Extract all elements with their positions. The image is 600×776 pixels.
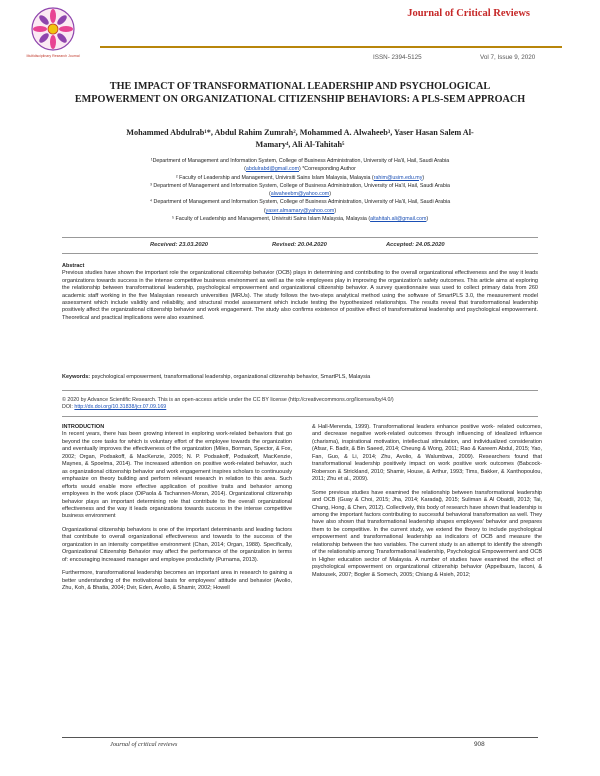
- issn: ISSN- 2394-5125: [373, 54, 422, 61]
- body-column-right: [312, 424, 542, 585]
- affiliation-line: ² Faculty of Leadership and Management, Univirsiti Sains Islam Malaysia, Malaysia (rahim@usim.edu.my): [175, 174, 425, 181]
- page-number: 908: [474, 741, 485, 748]
- divider: [62, 416, 538, 417]
- divider: [62, 390, 538, 391]
- affiliation-line: ⁵ Faculty of Leadership and Management, Univirsiti Sains Islam Malaysia, Malaysia (altahitah.ali@gmail.com): [171, 216, 429, 223]
- abstract: [62, 263, 538, 322]
- author-line: Mamary⁴, Ali Al-Tahitah⁵: [255, 140, 345, 149]
- logo-caption: Multidisciplinary Research Journal: [26, 54, 80, 58]
- divider: [62, 253, 538, 254]
- keywords-label: Keywords:: [62, 374, 91, 380]
- paragraph: In recent years, there has been growing interest in exploring work-related behaviors that go beyond the core tasks for which is voluntary effort of the employee towards the organization and eventually improves the effectiveness of the organization (Miles, Borman, Spector, & Fox, 2002; Organ, Podsakoff, & MacKenzie, 2005; N. P. Podsakoff, Podsakoff, MacKenzie, Maynes, & Spoelma, 2014). The increased attention on positive work-related behavior, such as organizational citizenship behavior and work engagement inspires scholars to continuously emphasize on theory building and perform relevant research in relation to this area. Such efforts would enable more effective application of positive traits and behavior among employees in the work place (DiPaola & Tschannen-Moran, 2014). Organizational citizenship behavior plays an important determining role that contribute to the overall organizational effectiveness and the way it leads organizations towards success in the intense competitive business environment: [62, 431, 292, 520]
- doi-line: DOI: http://dx.doi.org/10.31838/jcr.07.09.169: [62, 404, 167, 411]
- author-list: [60, 127, 540, 151]
- footer-divider: [62, 737, 538, 738]
- revised-date: Revised: 20.04.2020: [272, 242, 327, 248]
- keywords: [62, 374, 538, 380]
- affiliation-line: ¹Department of Management and Information System, College of Business Administration, University of Ha'il, Hail, Saudi Arabia: [150, 158, 450, 164]
- journal-name: Journal of Critical Reviews: [407, 8, 530, 19]
- keywords-text: psychological empowerment, transformational leadership, organizational citizenship behavior, SmartPLS, Malaysia: [90, 374, 371, 380]
- paragraph: Some previous studies have examined the relationship between transformational leadership and OCB (Guay & Choi, 2015; Jha, 2014; Karadağ, 2015; Suliman & Al Obaidli, 2013; Tai, Chang, Hong, & Chen, 2012). Collectively, this body of research have shown that leadership is among the important factors contributing to successful behavioral transformation as well. They have also shown that transformational leadership shapes employees' behavior and prepares them to be competitive. In the current study, we extend the theory to include psychological empowerment and transformational leadership as indicators of OCB and measure the relationship between the two variables. The current study is an attempt to identify the strength of the relationship among Transformational leadership, Psychological Empowerment and OCB in Higher education sector of Malaysia. A number of studies have examined the effect of psychological empowerment on organizational citizenship behavior (Appelbaum, Iaconi, & Matousek, 2007; Bogler & Somech, 2005; Chiang & Hsieh, 2012;: [312, 489, 542, 578]
- author-line: Mohammed Abdulrab¹*, Abdul Rahim Zumrah², Mohammed A. Alwaheeb³, Yaser Hasan Salem Al-: [126, 128, 474, 137]
- paragraph: Furthermore, transformational leadership becomes an important area in research to gaining a better understanding of the motivational basis for employees' attitude and behavior (Avolio, Zhu, Koh, & Bhatia, 2004; Dvir, Eden, Avolio, & Shamir, 2002; Howell: [62, 570, 292, 592]
- copyright-notice: [62, 397, 538, 411]
- affiliations: [60, 157, 540, 223]
- doi-link[interactable]: http://dx.doi.org/10.31838/jcr.07.09.169: [74, 404, 167, 411]
- accepted-date: Accepted: 24.05.2020: [386, 242, 445, 248]
- affiliation-line: (alwaheebm@yahoo.com): [269, 191, 331, 198]
- affiliation-line: ³ Department of Management and Information System, College of Business Administration, University of Ha'il, Hail, Saudi Arabia: [150, 182, 450, 189]
- email-link[interactable]: yaser.almamary@yahoo.com: [265, 207, 335, 214]
- affiliation-line: (abdulrabd@gmail.com) *Corresponding Author: [244, 166, 356, 173]
- section-heading-introduction: INTRODUCTION: [62, 424, 105, 430]
- email-link[interactable]: abdulrabd@gmail.com: [245, 166, 299, 173]
- license-line: © 2020 by Advance Scientific Research. This is an open-access article under the CC BY license (http://creativecommons.org/licenses/by/4.0/): [62, 397, 394, 403]
- email-link[interactable]: alwaheebm@yahoo.com: [270, 191, 330, 198]
- received-date: Received: 23.03.2020: [150, 242, 209, 248]
- paragraph: Organizational citizenship behaviors is one of the important determinants and leading factors that contribute to overall organizational effectiveness and towards to the success of the organization in an intensity competitive environment (Chan, 2014; Organ, 1988). Specifically, Organizational Citizenship Behavior may affect the performance of the organization in terms of: encouraging increased manager and employee productivity (Purnama, 2013).: [62, 526, 292, 563]
- abstract-body: Previous studies have shown the important role the organizational citizenship behavior (OCB) plays in determining and contributing to the overall organizational effectiveness and the way it leads organizations towards success in the intense competitive business environment as well as the role employees play in improving the organization's safety outcomes. This article aims at exploring the relationship between transformational leadership, psychological empowerment and organizational citizenship behavior. A survey questionnaire was used to collect primary data from 260 academic staff working in the five Malaysian research universities (MRUs). The study follows the two-steps analytical method using the software of SmartPLS 3.0, the measurement model assessment which include validity and reliability, and structural model assessment which include testing the hypothesized relationships. The results reveal that transformational leadership positively affect the organizational citizenship behavior and work engagement. The study also confirms existence of positive effect of transformational leadership and psychological empowerment. Theoretical and practical implications were also examined.: [62, 270, 538, 321]
- email-link[interactable]: rahim@usim.edu.my: [373, 174, 423, 181]
- body-column-left: [62, 424, 292, 599]
- footer-journal-name: Journal of critical reviews: [110, 741, 178, 748]
- header-divider: [100, 46, 562, 48]
- divider: [62, 237, 538, 238]
- volume-issue: Vol 7, Issue 9, 2020: [480, 54, 536, 61]
- article-title: THE IMPACT OF TRANSFORMATIONAL LEADERSHIP AND PSYCHOLOGICAL EMPOWERMENT ON ORGANIZATIONAL CITIZENSHIP BEHAVIORS: A PLS-SEM APPROACH: [74, 81, 526, 105]
- journal-logo-icon: [30, 6, 76, 52]
- affiliation-line: (yaser.almamary@yahoo.com): [263, 207, 337, 214]
- page-header: [0, 0, 600, 70]
- email-link[interactable]: altahitah.ali@gmail.com: [370, 216, 427, 223]
- affiliation-line: ⁴ Department of Management and Information System, College of Business Administration, University of Ha'il, Hail, Saudi Arabia: [149, 199, 451, 206]
- abstract-heading: Abstract: [62, 263, 85, 269]
- paragraph: & Hall-Merenda, 1999). Transformational leaders enhance positive work- related outcomes, and decrease negative work-related outcomes through influencing of idealized influence (charisma), inspirational motivation, intellectual stimulation, and individualized consideration (Afsar, F. Badir, & Bin Saeed, 2014; Cheung & Wong, 2011; Rao & Kareem Abdul, 2015; Yao, Fan, Guo, & Li, 2014; Zhu, Avolio, & Walumbwa, 2009). Researchers found that transformational leadership positively impact on work positive work outcomes (Babcock-Roberson & Strickland, 2010; Shamir, House, & Arthur, 1993; Tims, Bakker, & Xanthopoulou, 2011; Zhu et al., 2009).: [312, 424, 542, 483]
